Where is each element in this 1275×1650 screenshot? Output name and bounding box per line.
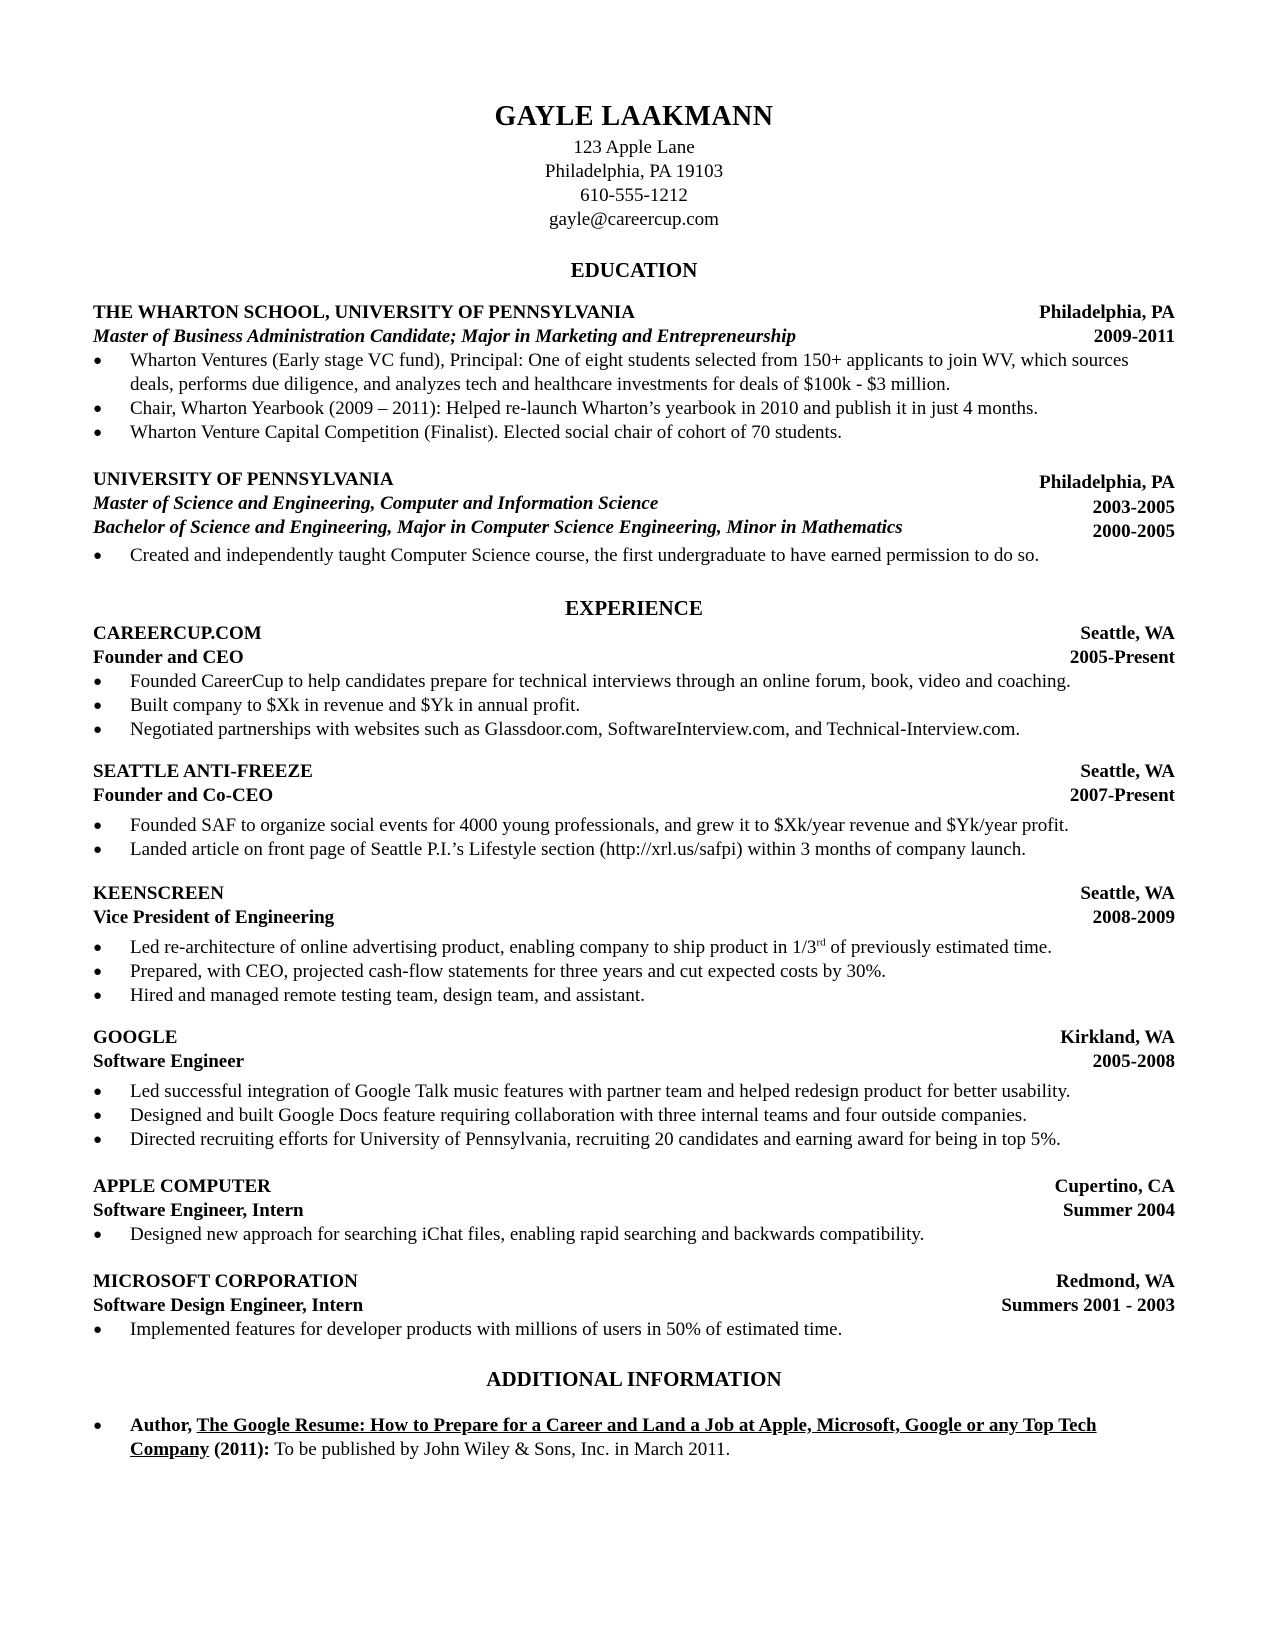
- additional-info-heading: ADDITIONAL INFORMATION: [486, 1367, 782, 1391]
- job-role: Software Engineer: [93, 1051, 245, 1072]
- publisher-note: To be published by John Wiley & Sons, Inc. in March 2011.: [269, 1439, 731, 1460]
- penn-bullets: [93, 544, 1175, 568]
- education-wharton: [93, 301, 1175, 445]
- bullet-icon: ●: [93, 1418, 103, 1434]
- resume-header: [93, 100, 1175, 232]
- job-dates: 2008-2009: [1092, 907, 1175, 928]
- wharton-bullets: [93, 349, 1175, 445]
- company-name: CAREERCUP.COM: [93, 623, 262, 644]
- list-item: [93, 1414, 1175, 1462]
- additional-bullets: [93, 1414, 1175, 1462]
- job-bullets: [93, 1080, 1175, 1152]
- job-keenscreen: [93, 882, 1175, 1008]
- job-location: Seattle, WA: [1080, 761, 1175, 782]
- list-item: ● Founded SAF to organize social events for 4000 young professionals, and grew it to $Xk/year revenue and $Yk/year profit.: [93, 815, 1069, 836]
- list-item: ● Chair, Wharton Yearbook (2009 – 2011): Helped re-launch Wharton’s yearbook in 2010 and publish it in just 4 months.: [93, 398, 1039, 419]
- job-company-row: [93, 882, 1175, 906]
- penn-school-row: [93, 468, 1175, 492]
- bullet-icon: ●: [93, 964, 103, 980]
- job-role-row: [93, 906, 1175, 930]
- email-address: gayle@careercup.com: [549, 209, 719, 230]
- list-item: ● Landed article on front page of Seattle P.I.’s Lifestyle section (http://xrl.us/safpi) within 3 months of company launch.: [93, 839, 1026, 860]
- job-role-row: [93, 784, 1175, 808]
- penn-degree-row-2: [93, 516, 1175, 540]
- job-location: Cupertino, CA: [1054, 1176, 1175, 1197]
- penn-degree-row-1: [93, 492, 1175, 516]
- bullet-icon: ●: [93, 401, 103, 417]
- bullet-icon: ●: [93, 722, 103, 738]
- address-line-1: 123 Apple Lane: [573, 137, 695, 158]
- job-role-row: [93, 1294, 1175, 1318]
- school-location: Philadelphia, PA: [1039, 302, 1175, 323]
- job-dates: Summers 2001 - 2003: [1001, 1295, 1175, 1316]
- job-role: Software Design Engineer, Intern: [93, 1295, 364, 1316]
- job-apple: [93, 1175, 1175, 1247]
- job-seattle-anti-freeze: [93, 760, 1175, 862]
- school-location: Philadelphia, PA: [1039, 472, 1175, 493]
- bullet-icon: ●: [93, 425, 103, 441]
- job-role-row: [93, 1199, 1175, 1223]
- author-label: Author,: [130, 1415, 197, 1436]
- bullet-icon: ●: [93, 1108, 103, 1124]
- list-item: ● Negotiated partnerships with websites such as Glassdoor.com, SoftwareInterview.com, and Technical-Interview.com.: [93, 719, 1021, 740]
- job-role: Founder and CEO: [93, 647, 244, 668]
- job-location: Kirkland, WA: [1060, 1027, 1175, 1048]
- list-item: ● Led re-architecture of online advertising product, enabling company to ship product in 1/3rd of previously estimated time.: [93, 936, 1052, 958]
- phone-number: 610-555-1212: [580, 185, 688, 206]
- degree-dates: 2009-2011: [1093, 326, 1175, 347]
- degree-title: Master of Science and Engineering, Computer and Information Science: [93, 493, 659, 514]
- job-bullets: [93, 936, 1175, 1008]
- bullet-icon: ●: [93, 818, 103, 834]
- bullet-icon: ●: [93, 1227, 103, 1243]
- list-item: ● Wharton Venture Capital Competition (Finalist). Elected social chair of cohort of 70 students.: [93, 422, 842, 443]
- list-item: ● Implemented features for developer products with millions of users in 50% of estimated time.: [93, 1319, 843, 1340]
- education-heading: EDUCATION: [570, 258, 698, 282]
- job-company-row: [93, 622, 1175, 646]
- list-item: ● Prepared, with CEO, projected cash-flow statements for three years and cut expected costs by 30%.: [93, 961, 887, 982]
- job-dates: 2005-2008: [1092, 1051, 1175, 1072]
- wharton-school-row: [93, 301, 1175, 325]
- bullet-icon: ●: [93, 1084, 103, 1100]
- job-location: Seattle, WA: [1080, 623, 1175, 644]
- candidate-name: GAYLE LAAKMANN: [494, 101, 774, 132]
- degree-title: Master of Business Administration Candidate; Major in Marketing and Entrepreneurship: [93, 326, 796, 347]
- list-item: ● Built company to $Xk in revenue and $Yk in annual profit.: [93, 695, 581, 716]
- bullet-icon: ●: [93, 353, 103, 369]
- job-role: Founder and Co-CEO: [93, 785, 274, 806]
- job-company-row: [93, 1175, 1175, 1199]
- job-dates: 2007-Present: [1069, 785, 1175, 806]
- resume-page: [93, 100, 1175, 1462]
- company-name: MICROSOFT CORPORATION: [93, 1271, 358, 1292]
- company-name: GOOGLE: [93, 1027, 178, 1048]
- school-name: UNIVERSITY OF PENNSYLVANIA: [93, 469, 394, 490]
- book-year: (2011):: [209, 1439, 270, 1460]
- bullet-icon: ●: [93, 842, 103, 858]
- list-item: ● Designed new approach for searching iChat files, enabling rapid searching and backwards compatibility.: [93, 1224, 925, 1245]
- list-item: ● Founded CareerCup to help candidates prepare for technical interviews through an online forum, book, video and coaching.: [93, 671, 1071, 692]
- job-company-row: [93, 1270, 1175, 1294]
- job-bullets: [93, 670, 1175, 742]
- job-role: Vice President of Engineering: [93, 907, 335, 928]
- bullet-icon: ●: [93, 674, 103, 690]
- list-item: ● Created and independently taught Computer Science course, the first undergraduate to have earned permission to do so.: [93, 545, 1040, 566]
- job-careercup: [93, 622, 1175, 742]
- list-item: ● Wharton Ventures (Early stage VC fund), Principal: One of eight students selected from 150+ applicants to join WV, which sources deals, performs due diligence, and analyzes tech and healthcare investments for deals of $100k - $3 million.: [93, 350, 1129, 395]
- job-bullets: [93, 1223, 1175, 1247]
- list-item: ● Led successful integration of Google Talk music features with partner team and helped redesign product for better usability.: [93, 1081, 1071, 1102]
- wharton-degree-row: [93, 325, 1175, 349]
- company-name: KEENSCREEN: [93, 883, 224, 904]
- bullet-icon: ●: [93, 548, 103, 564]
- job-dates: 2005-Present: [1069, 647, 1175, 668]
- job-role-row: [93, 646, 1175, 670]
- address-line-2: Philadelphia, PA 19103: [544, 161, 724, 182]
- book-title: The Google Resume: How to Prepare for a Career and Land a Job at Apple, Microsoft, Google or any Top Tech Company: [130, 1415, 1097, 1460]
- education-penn: [93, 468, 1175, 568]
- bullet-icon: ●: [93, 988, 103, 1004]
- job-bullets: [93, 814, 1175, 862]
- company-name: SEATTLE ANTI-FREEZE: [93, 761, 313, 782]
- degree-dates: 2000-2005: [1092, 521, 1175, 542]
- job-dates: Summer 2004: [1062, 1200, 1175, 1221]
- school-name: THE WHARTON SCHOOL, UNIVERSITY OF PENNSYLVANIA: [93, 302, 636, 323]
- job-company-row: [93, 1026, 1175, 1050]
- job-location: Seattle, WA: [1080, 883, 1175, 904]
- bullet-icon: ●: [93, 940, 103, 956]
- list-item: ● Hired and managed remote testing team, design team, and assistant.: [93, 985, 645, 1006]
- job-role-row: [93, 1050, 1175, 1074]
- experience-heading: EXPERIENCE: [565, 596, 703, 620]
- list-item: ● Directed recruiting efforts for University of Pennsylvania, recruiting 20 candidates and earning award for being in top 5%.: [93, 1129, 1061, 1150]
- company-name: APPLE COMPUTER: [93, 1176, 271, 1197]
- job-bullets: [93, 1318, 1175, 1342]
- list-item: ● Designed and built Google Docs feature requiring collaboration with three internal teams and four outside companies.: [93, 1105, 1027, 1126]
- degree-title: Bachelor of Science and Engineering, Major in Computer Science Engineering, Minor in Mathematics: [93, 517, 903, 538]
- job-google: [93, 1026, 1175, 1152]
- job-microsoft: [93, 1270, 1175, 1342]
- bullet-icon: ●: [93, 1322, 103, 1338]
- job-company-row: [93, 760, 1175, 784]
- bullet-icon: ●: [93, 698, 103, 714]
- job-location: Redmond, WA: [1056, 1271, 1175, 1292]
- job-role: Software Engineer, Intern: [93, 1200, 304, 1221]
- degree-dates: 2003-2005: [1092, 497, 1175, 518]
- bullet-icon: ●: [93, 1132, 103, 1148]
